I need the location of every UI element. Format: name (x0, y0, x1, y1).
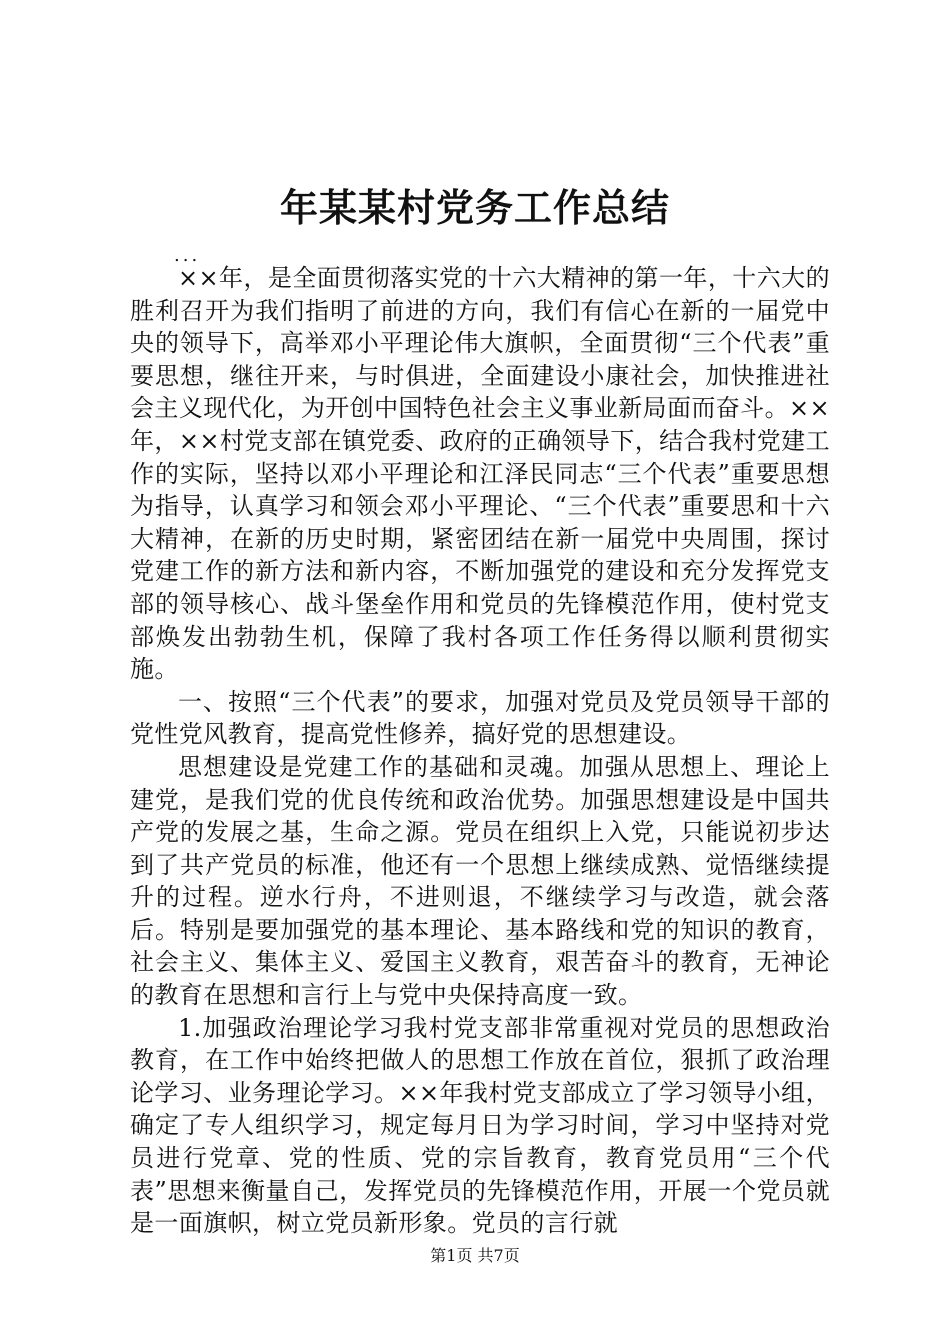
paragraph-political-study: 1.加强政治理论学习我村党支部非常重视对党员的思想政治教育，在工作中始终把做人的思想工作放在首位，狠抓了政治理论学习、业务理论学习。××年我村党支部成立了学习领导小组，确定了专人组织学习，规定每月日为学习时间，学习中坚持对党员进行党章、党的性质、党的宗旨教育，教育党员用“三个代表”思想来衡量自己，发挥党员的先锋模范作用，开展一个党员就是一面旗帜，树立党员新形象。党员的言行就 (130, 1013, 830, 1238)
paragraph-section-heading: 一、按照“三个代表”的要求，加强对党员及党员领导干部的党性党风教育，提高党性修养，搞好党的思想建设。 (130, 687, 830, 749)
document-title: 年某某村党务工作总结 (279, 185, 670, 230)
paragraph-intro: ××年，是全面贯彻落实党的十六大精神的第一年，十六大的胜利召开为我们指明了前进的方向，我们有信心在新的一届党中央的领导下，高举邓小平理论伟大旗帜，全面贯彻“三个代表”重要思想，继往开来，与时俱进，全面建设小康社会，加快推进社会主义现代化，为开创中国特色社会主义事业新局面而奋斗。××年，××村党支部在镇党委、政府的正确领导下，结合我村党建工作的实际，坚持以邓小平理论和江泽民同志“三个代表”重要思想为指导，认真学习和领会邓小平理论、“三个代表”重要思和十六大精神，在新的历史时期，紧密团结在新一届党中央周围，探讨党建工作的新方法和新内容，不断加强党的建设和充分发挥党支部的领导核心、战斗堡垒作用和党员的先锋模范作用，使村党支部焕发出勃勃生机，保障了我村各项工作任务得以顺利贯彻实施。 (130, 264, 830, 684)
document-body (130, 262, 830, 1240)
paragraph-ideology: 思想建设是党建工作的基础和灵魂。加强从思想上、理论上建党，是我们党的优良传统和政治优势。加强思想建设是中国共产党的发展之基，生命之源。党员在组织上入党，只能说初步达到了共产党员的标准，他还有一个思想上继续成熟、觉悟继续提升的过程。逆水行舟，不进则退，不继续学习与改造，就会落后。特别是要加强党的基本理论、基本路线和党的知识的教育，社会主义、集体主义、爱国主义教育，艰苦奋斗的教育，无神论的教育在思想和言行上与党中央保持高度一致。 (130, 752, 830, 1010)
page-number-footer: 第1页 共7页 (430, 1246, 520, 1265)
ellipsis-marker: ... (174, 245, 201, 266)
